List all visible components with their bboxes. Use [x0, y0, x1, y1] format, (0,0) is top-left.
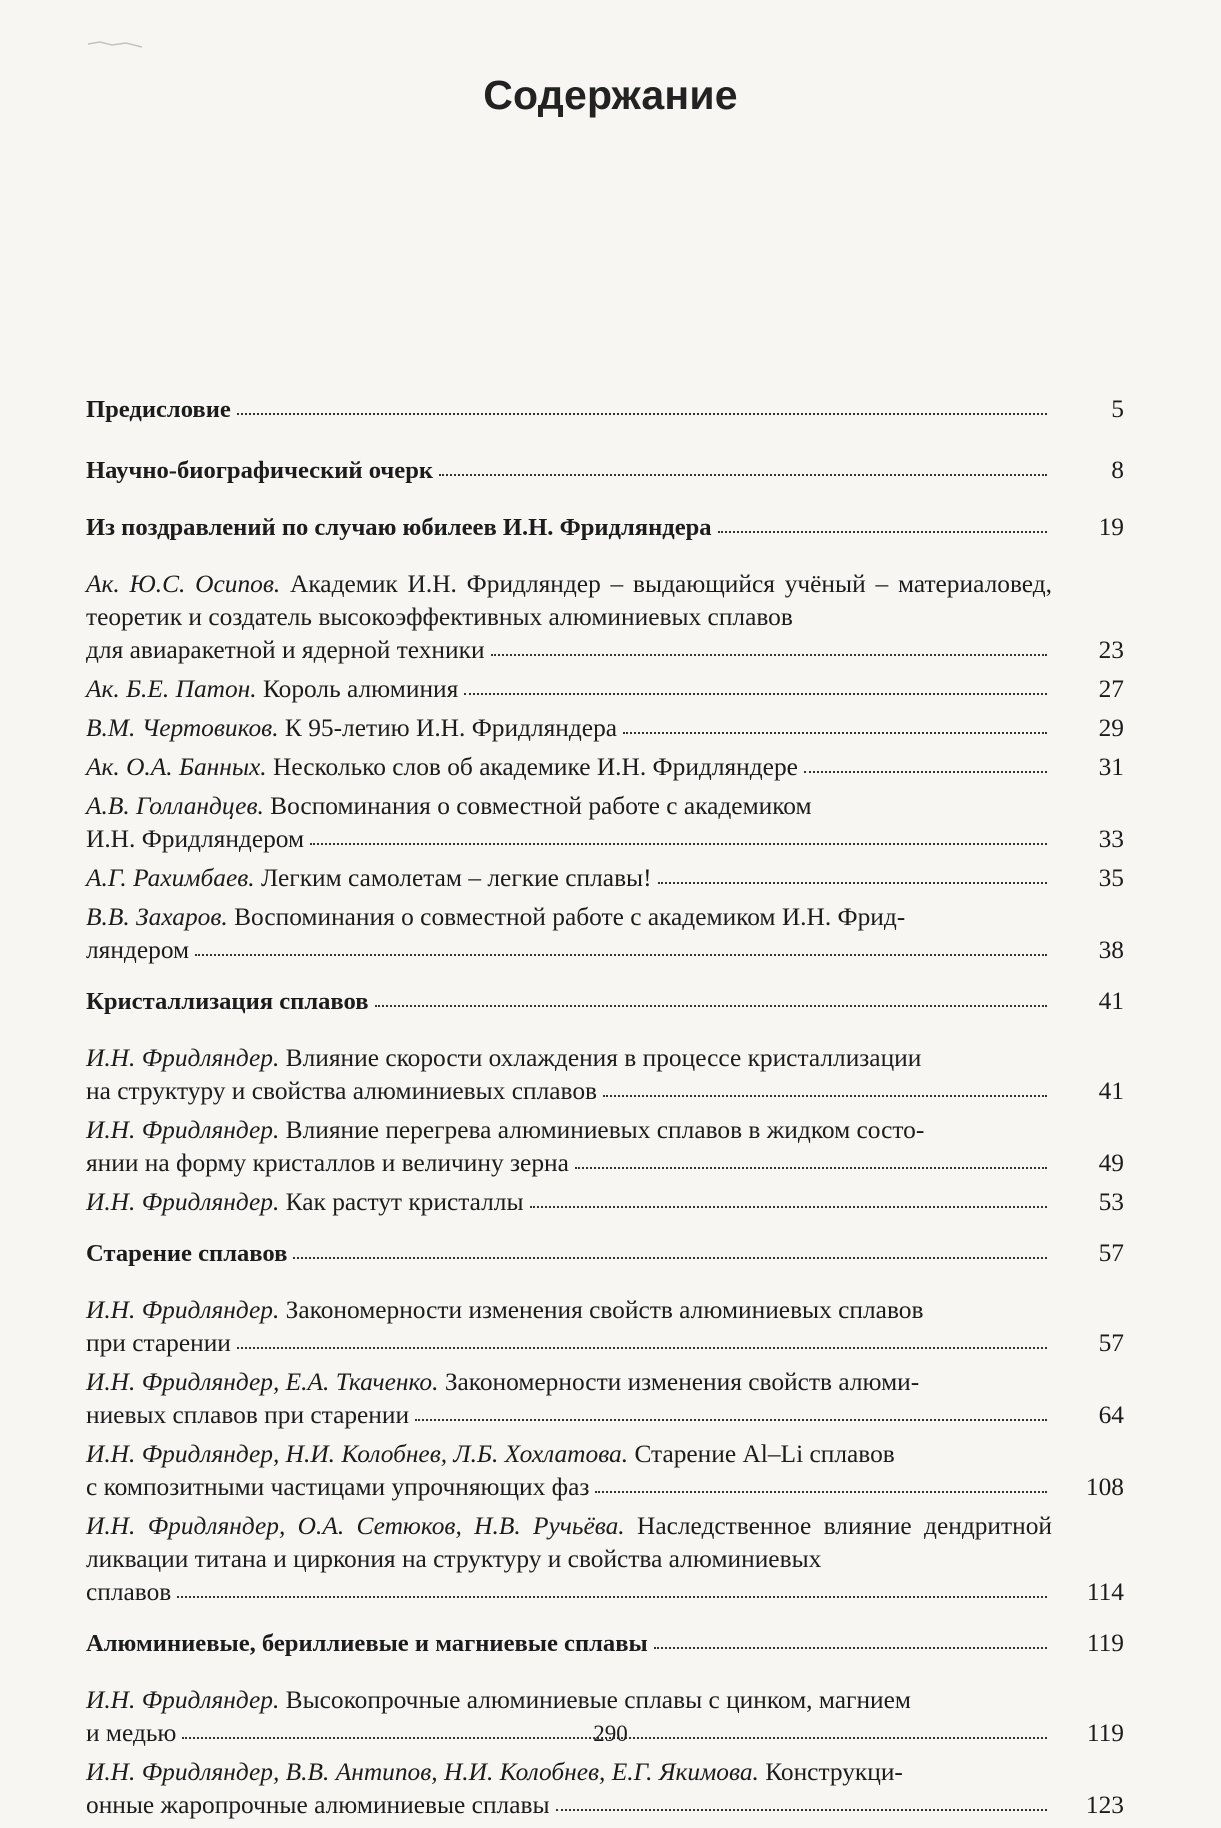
section-title	[86, 1627, 648, 1660]
entry-title-end	[86, 1327, 231, 1360]
toc-section	[86, 1627, 1124, 1660]
entry-leader-line	[86, 1627, 1052, 1660]
entry-title-end	[86, 1147, 569, 1180]
entry-author: И.Н. Фридляндер, Н.И. Колобнев, Л.Б. Хохлатова.	[86, 1440, 629, 1468]
toc-section	[86, 511, 1124, 544]
entry-author: И.Н. Фридляндер.	[86, 1116, 280, 1144]
dot-leader	[595, 1489, 1047, 1493]
dot-leader	[464, 691, 1047, 695]
entry-title: Конструкци-	[758, 1758, 903, 1786]
entry-title-end	[86, 751, 798, 784]
entry-last-line: с композитными частицами упрочняющих фаз	[86, 1473, 590, 1501]
entry-author: А.Г. Рахимбаев.	[86, 864, 255, 892]
entry-last-line: Кристаллизация сплавов	[86, 988, 369, 1015]
entry-title-end	[86, 712, 617, 745]
entry-last-line: Старение сплавов	[86, 1240, 288, 1267]
entry-leader-line	[86, 823, 1052, 856]
entry-title: Закономерности изменения свойств алюми-	[438, 1368, 920, 1396]
entry-page-number: 119	[1086, 1719, 1124, 1747]
entry-author: И.Н. Фридляндер.	[86, 1686, 280, 1714]
entry-title: Академик И.Н. Фридляндер – выдающийся учёный – материаловед, теоретик и создатель высокоэффективных алюминиевых сплавов	[86, 570, 1052, 631]
entry-page-number: 8	[1111, 456, 1124, 484]
toc-entry	[86, 790, 1124, 856]
entry-page-number: 5	[1111, 395, 1124, 423]
entry-text	[86, 1510, 1052, 1576]
entry-page-number: 57	[1098, 1239, 1124, 1267]
entry-page-number: 114	[1086, 1578, 1124, 1606]
toc-section	[86, 393, 1124, 426]
entry-title: Влияние скорости охлаждения в процессе кристаллизации	[279, 1044, 922, 1072]
entry-text	[86, 1294, 1052, 1327]
entry-leader-line	[86, 511, 1052, 544]
entry-last-line: Как растут кристаллы	[279, 1188, 524, 1216]
entry-last-line: сплавов	[86, 1578, 172, 1606]
entry-title-end	[86, 1576, 171, 1609]
entry-page-number: 19	[1098, 513, 1124, 541]
entry-page-number: 123	[1085, 1791, 1124, 1819]
entry-last-line: для авиаракетной и ядерной техники	[86, 636, 485, 664]
toc-entry	[86, 1756, 1124, 1822]
toc-entry	[86, 1294, 1124, 1360]
section-title	[86, 985, 369, 1018]
dot-leader	[491, 652, 1047, 656]
entry-leader-line	[86, 1147, 1052, 1180]
entry-leader-line	[86, 712, 1052, 745]
entry-page-number: 35	[1098, 864, 1124, 892]
dot-leader	[375, 1003, 1048, 1007]
entry-page-number: 29	[1098, 714, 1124, 742]
section-title	[86, 1237, 287, 1270]
entry-last-line: ниевых сплавов при старении	[86, 1401, 410, 1429]
entry-leader-line	[86, 985, 1052, 1018]
entry-last-line: Из поздравлений по случаю юбилеев И.Н. Фридляндера	[86, 514, 712, 541]
page-number: 290	[593, 1721, 628, 1746]
entry-leader-line	[86, 1789, 1052, 1822]
toc-entry	[86, 712, 1124, 745]
entry-last-line: и медью	[86, 1719, 177, 1747]
entry-page-number: 119	[1086, 1629, 1124, 1657]
entry-last-line: янии на форму кристаллов и величину зерна	[86, 1149, 569, 1177]
entry-title: Воспоминания о совместной работе с академиком	[263, 792, 812, 820]
entry-last-line: Алюминиевые, бериллиевые и магниевые сплавы	[86, 1630, 648, 1657]
entry-text	[86, 1684, 1052, 1717]
entry-last-line: ляндером	[86, 936, 190, 964]
entry-title: Воспоминания о совместной работе с академиком И.Н. Фрид-	[227, 903, 906, 931]
table-of-contents	[86, 393, 1124, 1828]
entry-page-number: 41	[1098, 987, 1124, 1015]
scan-smudge	[86, 38, 144, 50]
entry-page-number: 38	[1098, 936, 1124, 964]
entry-author: И.Н. Фридляндер.	[86, 1188, 280, 1216]
entry-author: И.Н. Фридляндер, Е.А. Ткаченко.	[86, 1368, 439, 1396]
entry-last-line: И.Н. Фридляндером	[86, 825, 305, 853]
entry-leader-line	[86, 634, 1052, 667]
dot-leader	[658, 880, 1047, 884]
toc-entry	[86, 1042, 1124, 1108]
dot-leader	[177, 1594, 1047, 1598]
entry-leader-line	[86, 1576, 1052, 1609]
entry-leader-line	[86, 1186, 1052, 1219]
entry-title: Высокопрочные алюминиевые сплавы с цинком, магнием	[279, 1686, 911, 1714]
entry-title-end	[86, 1075, 597, 1108]
entry-leader-line	[86, 393, 1052, 426]
dot-leader	[556, 1807, 1047, 1811]
entry-title-end	[86, 1471, 589, 1504]
dot-leader	[623, 730, 1047, 734]
dot-leader	[718, 529, 1047, 533]
entry-page-number: 49	[1098, 1149, 1124, 1177]
toc-entry	[86, 673, 1124, 706]
entry-title: Закономерности изменения свойств алюминиевых сплавов	[279, 1296, 924, 1324]
entry-text	[86, 568, 1052, 634]
entry-author: В.В. Захаров.	[86, 903, 228, 931]
entry-text	[86, 901, 1052, 934]
toc-entry	[86, 862, 1124, 895]
toc-entry	[86, 1438, 1124, 1504]
page-title: Содержание	[483, 72, 738, 118]
entry-page-number: 27	[1098, 675, 1124, 703]
dot-leader	[804, 769, 1047, 773]
section-title	[86, 511, 712, 544]
entry-leader-line	[86, 1075, 1052, 1108]
entry-title: Старение Al–Li сплавов	[628, 1440, 895, 1468]
entry-title-end	[86, 934, 189, 967]
entry-last-line: на структуру и свойства алюминиевых сплавов	[86, 1077, 598, 1105]
entry-author: Ак. Ю.С. Осипов.	[86, 570, 281, 598]
dot-leader	[439, 472, 1047, 476]
entry-page-number: 64	[1098, 1401, 1124, 1429]
section-title	[86, 454, 433, 487]
dot-leader	[654, 1645, 1047, 1649]
entry-title: Влияние перегрева алюминиевых сплавов в жидком состо-	[279, 1116, 925, 1144]
dot-leader	[237, 411, 1047, 415]
entry-leader-line	[86, 1237, 1052, 1270]
entry-text	[86, 1438, 1052, 1471]
dot-leader	[603, 1093, 1047, 1097]
toc-entry	[86, 751, 1124, 784]
toc-entry	[86, 901, 1124, 967]
entry-author: В.М. Чертовиков.	[86, 714, 279, 742]
dot-leader	[530, 1204, 1047, 1208]
entry-author: И.Н. Фридляндер.	[86, 1296, 280, 1324]
entry-author: А.В. Голландцев.	[86, 792, 264, 820]
entry-leader-line	[86, 1399, 1052, 1432]
dot-leader	[575, 1165, 1047, 1169]
entry-page-number: 23	[1098, 636, 1124, 664]
section-title	[86, 393, 231, 426]
entry-page-number: 33	[1098, 825, 1124, 853]
entry-leader-line	[86, 751, 1052, 784]
entry-page-number: 31	[1098, 753, 1124, 781]
entry-title-end	[86, 673, 458, 706]
toc-entry	[86, 1114, 1124, 1180]
dot-leader	[310, 841, 1047, 845]
entry-title-end	[86, 1789, 550, 1822]
entry-author: И.Н. Фридляндер.	[86, 1044, 280, 1072]
entry-leader-line	[86, 1471, 1052, 1504]
entry-last-line: Легким самолетам – легкие сплавы!	[254, 864, 652, 892]
dot-leader	[237, 1345, 1047, 1349]
toc-entry	[86, 1510, 1124, 1609]
entry-last-line: Король алюминия	[256, 675, 459, 703]
entry-text	[86, 1042, 1052, 1075]
entry-author: Ак. О.А. Банных.	[86, 753, 267, 781]
entry-page-number: 53	[1098, 1188, 1124, 1216]
toc-entry	[86, 1186, 1124, 1219]
entry-text	[86, 1114, 1052, 1147]
entry-title-end	[86, 634, 485, 667]
entry-author: И.Н. Фридляндер, В.В. Антипов, Н.И. Колобнев, Е.Г. Якимова.	[86, 1758, 759, 1786]
entry-title-end	[86, 862, 652, 895]
entry-text	[86, 1756, 1052, 1789]
entry-last-line: при старении	[86, 1329, 231, 1357]
entry-author: Ак. Б.Е. Патон.	[86, 675, 257, 703]
entry-page-number: 41	[1098, 1077, 1124, 1105]
entry-last-line: Предисловие	[86, 396, 231, 423]
entry-author: И.Н. Фридляндер, О.А. Сетюков, Н.В. Ручьёва.	[86, 1512, 625, 1540]
entry-leader-line	[86, 934, 1052, 967]
entry-last-line: онные жаропрочные алюминиевые сплавы	[86, 1791, 550, 1819]
entry-leader-line	[86, 673, 1052, 706]
toc-entry	[86, 568, 1124, 667]
entry-last-line: К 95-летию И.Н. Фридляндера	[278, 714, 618, 742]
entry-last-line: Несколько слов об академике И.Н. Фридляндере	[266, 753, 798, 781]
entry-title: Наследственное влияние дендритной ликвации титана и циркония на структуру и свойства алюминиевых	[86, 1512, 1052, 1573]
entry-leader-line	[86, 1327, 1052, 1360]
entry-text	[86, 790, 1052, 823]
entry-page-number: 57	[1098, 1329, 1124, 1357]
toc-section	[86, 985, 1124, 1018]
entry-title-end	[86, 1399, 409, 1432]
dot-leader	[415, 1417, 1047, 1421]
entry-text	[86, 1366, 1052, 1399]
entry-leader-line	[86, 454, 1052, 487]
toc-section	[86, 454, 1124, 487]
dot-leader	[293, 1255, 1047, 1259]
toc-entry	[86, 1366, 1124, 1432]
entry-last-line: Научно-биографический очерк	[86, 457, 434, 484]
toc-section	[86, 1237, 1124, 1270]
dot-leader	[195, 952, 1047, 956]
entry-leader-line	[86, 862, 1052, 895]
entry-title-end	[86, 1186, 524, 1219]
entry-page-number: 108	[1085, 1473, 1124, 1501]
entry-title-end	[86, 823, 304, 856]
